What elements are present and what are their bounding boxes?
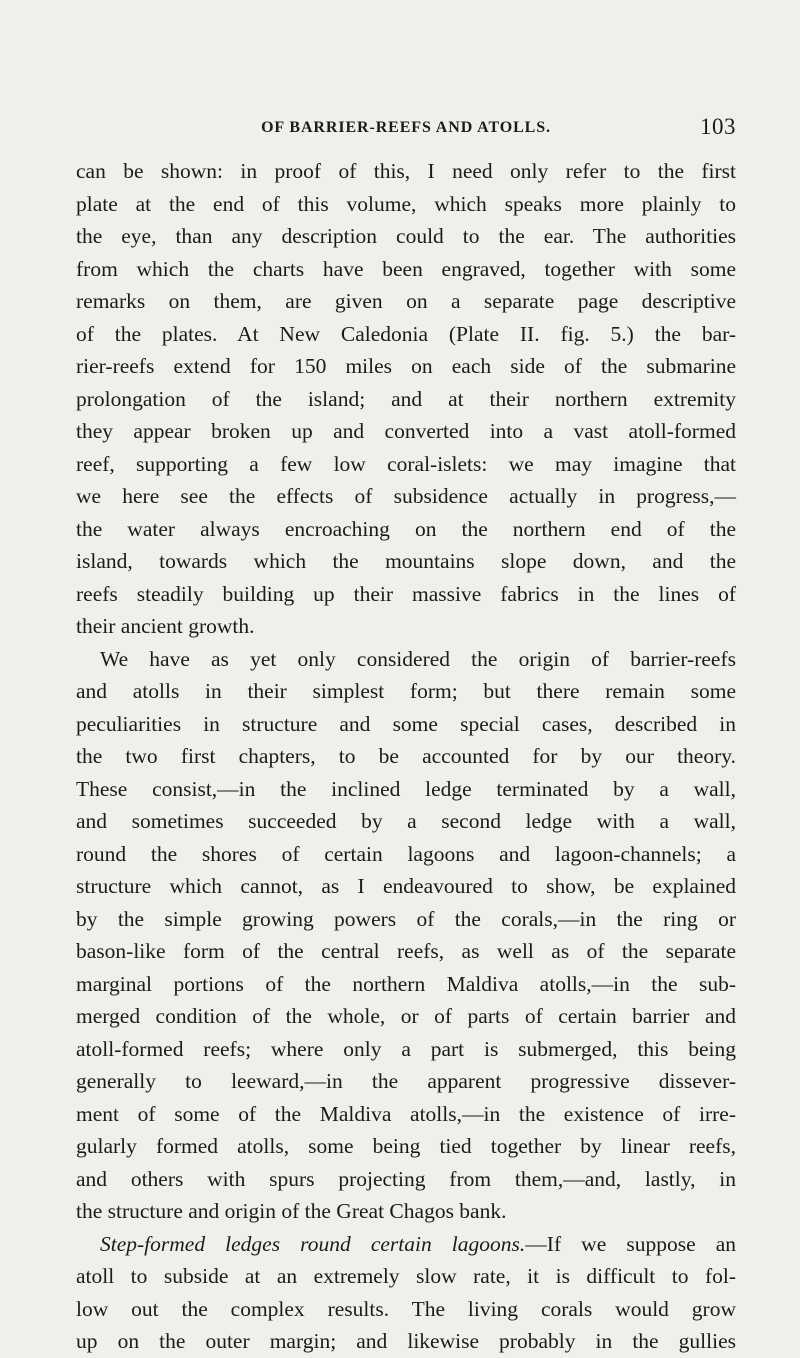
text-line: rier-reefs extend for 150 miles on each side of the submarine [76, 354, 736, 378]
text-line: island, towards which the mountains slope down, and the [76, 549, 736, 573]
section-heading-tail: —If we suppose an [525, 1231, 736, 1256]
text-line: by the simple growing powers of the corals,—in the ring or [76, 906, 736, 931]
running-head-title: OF BARRIER-REEFS AND ATOLLS. [261, 119, 551, 136]
text-line: plate at the end of this volume, which speaks more plainly to [76, 191, 736, 216]
body-text [76, 155, 736, 1358]
text-line: from which the charts have been engraved, together with some [76, 256, 736, 281]
text-line: marginal portions of the northern Maldiva atolls,—in the sub- [76, 971, 736, 996]
text-line: they appear broken up and converted into a vast atoll-formed [76, 419, 736, 443]
text-line: the eye, than any description could to the ear. The authorities [76, 224, 736, 248]
text-line: we here see the effects of subsidence actually in progress,— [76, 484, 736, 508]
text-line: can be shown: in proof of this, I need only refer to the first [76, 159, 736, 183]
page-number: 103 [700, 114, 736, 139]
text-line: structure which cannot, as I endeavoured to show, be explained [76, 874, 736, 898]
text-line: and atolls in their simplest form; but there remain some [76, 679, 736, 703]
text-line: the two first chapters, to be accounted for by our theory. [76, 744, 736, 768]
text-line: bason-like form of the central reefs, as well as of the separate [76, 939, 736, 963]
text-line: prolongation of the island; and at their northern extremity [76, 386, 736, 411]
text-line: These consist,—in the inclined ledge terminated by a wall, [76, 776, 736, 801]
text-line: merged condition of the whole, or of parts of certain barrier and [76, 1004, 736, 1028]
text-line: their ancient growth. [76, 614, 255, 638]
text-line: atoll-formed reefs; where only a part is submerged, this being [76, 1036, 736, 1061]
section-heading: Step-formed ledges round certain lagoons. [100, 1231, 526, 1256]
text-line: atoll to subside at an extremely slow rate, it is difficult to fol- [76, 1264, 736, 1288]
text-line: gularly formed atolls, some being tied together by linear reefs, [76, 1134, 736, 1158]
text-line: reef, supporting a few low coral-islets: we may imagine that [76, 451, 736, 476]
text-line: and others with spurs projecting from them,—and, lastly, in [76, 1166, 736, 1191]
text-line: peculiarities in structure and some special cases, described in [76, 711, 736, 736]
text-line: remarks on them, are given on a separate page descriptive [76, 289, 736, 313]
text-line: ment of some of the Maldiva atolls,—in the existence of irre- [76, 1101, 736, 1126]
text-line: and sometimes succeeded by a second ledge with a wall, [76, 809, 736, 833]
text-line: up on the outer margin; and likewise probably in the gullies [76, 1329, 736, 1353]
text-line: of the plates. At New Caledonia (Plate II. fig. 5.) the bar- [76, 321, 736, 346]
text-line: round the shores of certain lagoons and lagoon-channels; a [76, 841, 736, 866]
running-head [76, 114, 736, 145]
text-line: We have as yet only considered the origin of barrier-reefs [100, 646, 736, 671]
text-line: low out the complex results. The living corals would grow [76, 1296, 736, 1321]
section-heading-line [76, 1228, 736, 1261]
text-line: the structure and origin of the Great Chagos bank. [76, 1199, 507, 1223]
text-line: reefs steadily building up their massive fabrics in the lines of [76, 581, 736, 606]
text-line: the water always encroaching on the northern end of the [76, 516, 736, 541]
text-line: generally to leeward,—in the apparent progressive dissever- [76, 1069, 736, 1093]
